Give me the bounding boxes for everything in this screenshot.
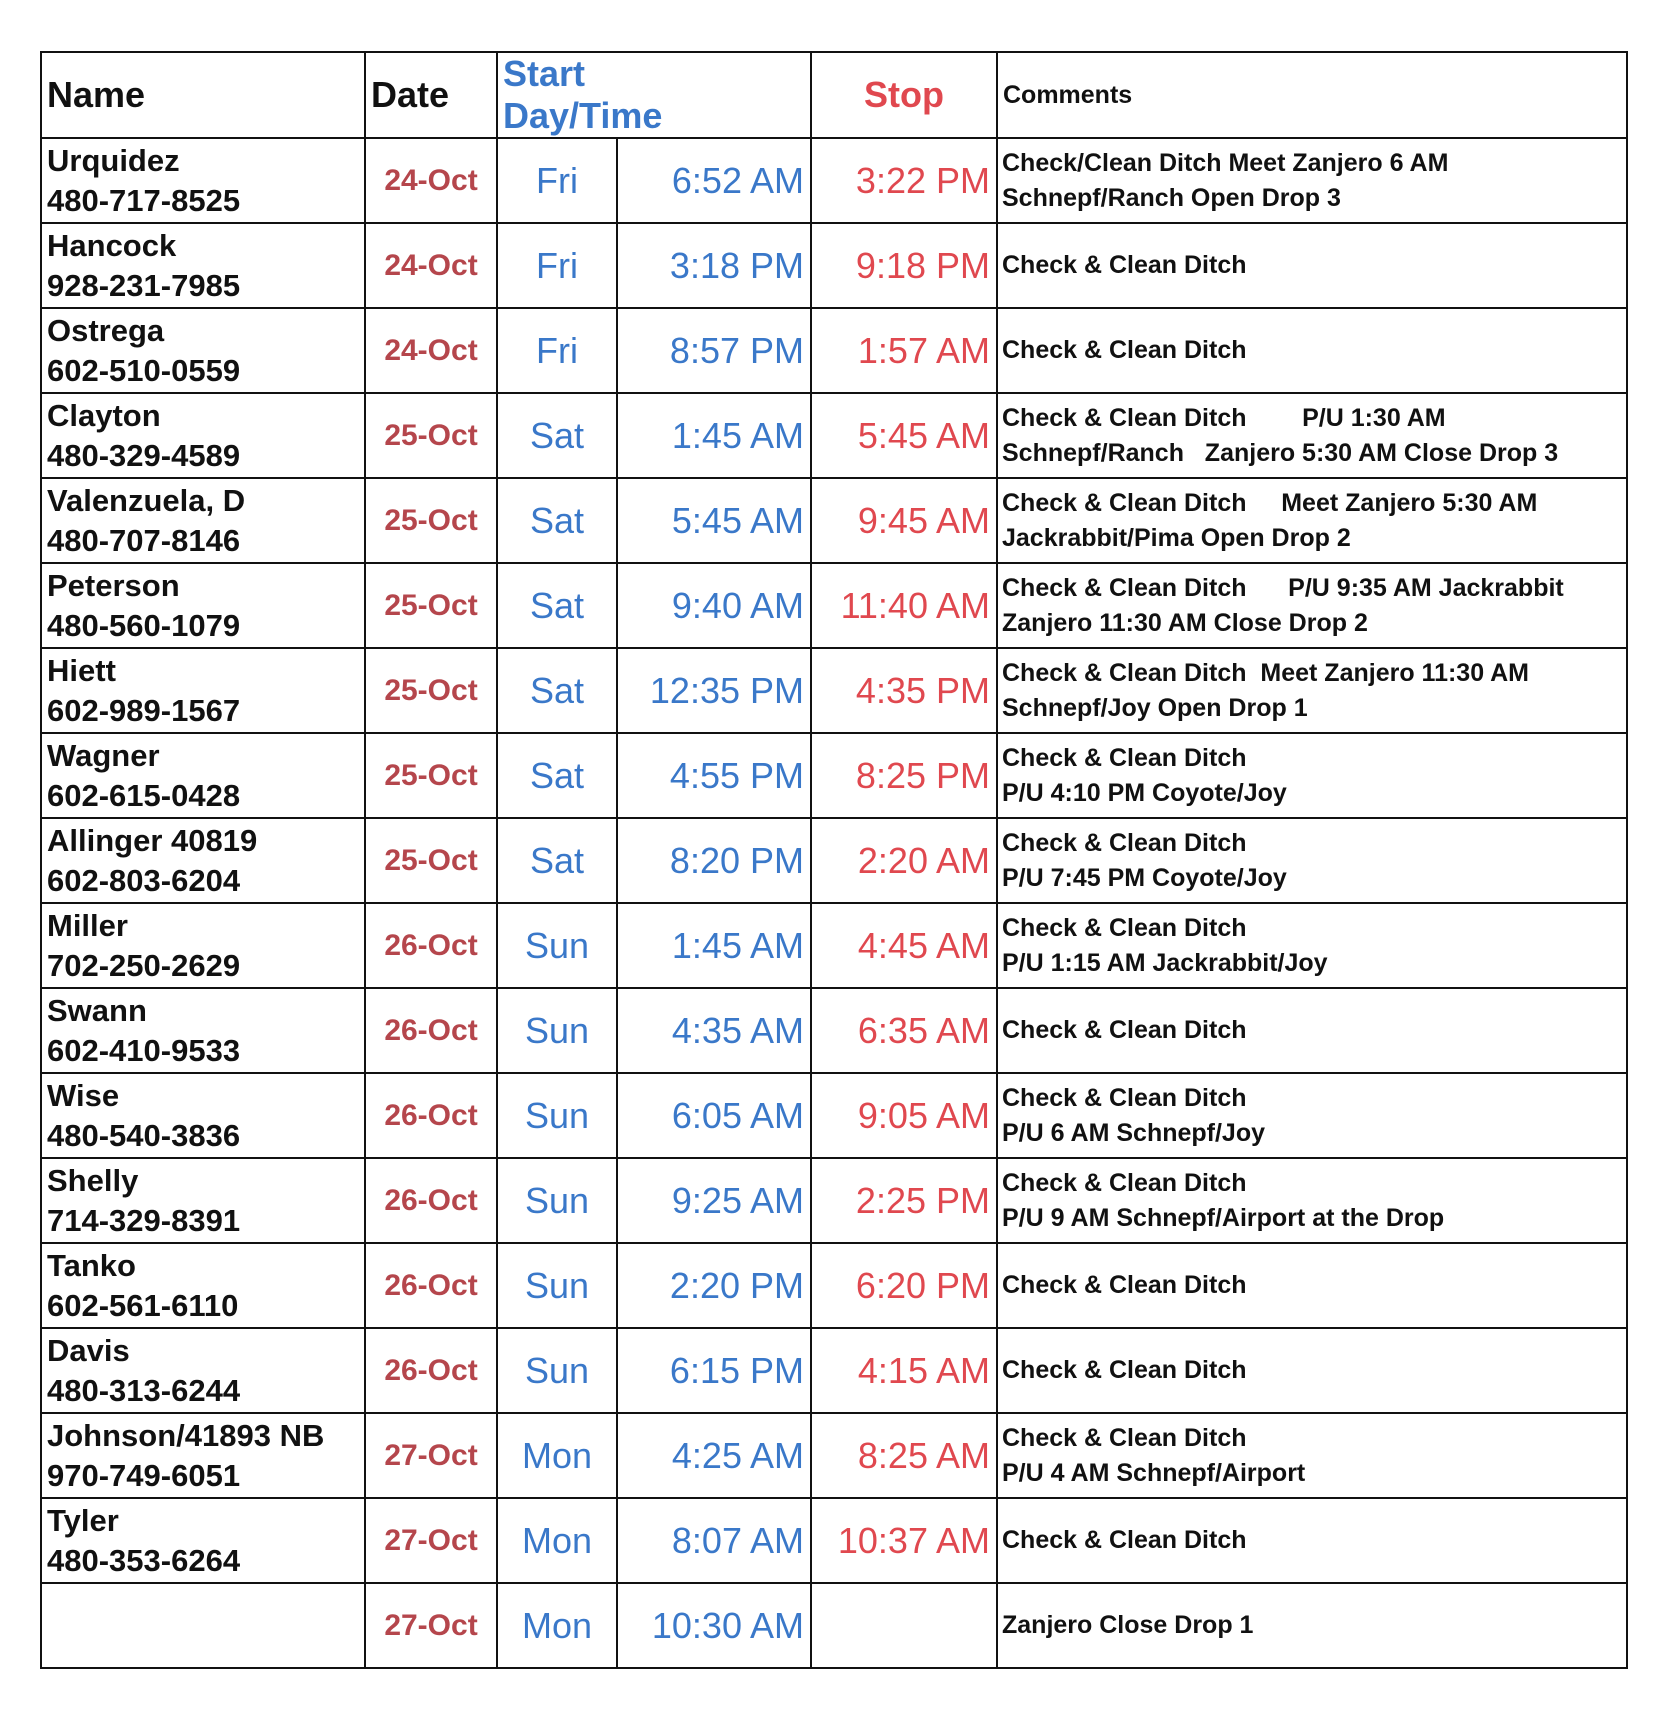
start-day-cell: Sat: [497, 393, 617, 478]
name-cell: [41, 903, 365, 988]
name-cell: [41, 308, 365, 393]
comment-line-2: Schnepf/Ranch Open Drop 3: [1002, 183, 1341, 212]
person-name: Tanko: [47, 1247, 136, 1283]
start-day-cell: Fri: [497, 308, 617, 393]
person-name: Hiett: [47, 652, 116, 688]
comment-line-1: Check & Clean Ditch: [1002, 1016, 1247, 1044]
start-time-cell: 4:55 PM: [617, 733, 811, 818]
stop-time-cell: 9:18 PM: [811, 223, 997, 308]
start-time-cell: 4:25 AM: [617, 1413, 811, 1498]
comments-cell: [997, 393, 1627, 478]
phone-number: 602-989-1567: [47, 692, 241, 728]
phone-number: 602-410-9533: [47, 1032, 241, 1068]
name-cell: [41, 1243, 365, 1328]
comment-line-1: Check/Clean Ditch Meet Zanjero 6 AM: [1002, 148, 1449, 177]
irrigation-schedule-table: [40, 51, 1628, 1669]
date-cell: 25-Oct: [365, 563, 497, 648]
comment-line-1: Check & Clean Ditch: [1002, 1168, 1247, 1197]
stop-time-cell: 1:57 AM: [811, 308, 997, 393]
comment-line-1: Check & Clean Ditch P/U 9:35 AM Jackrabbit: [1002, 573, 1564, 602]
name-cell: [41, 818, 365, 903]
comments-cell: [997, 1328, 1627, 1413]
date-cell: 25-Oct: [365, 733, 497, 818]
person-name: Wagner: [47, 737, 160, 773]
comment-line-1: Zanjero Close Drop 1: [1002, 1611, 1254, 1639]
start-day-cell: Sun: [497, 988, 617, 1073]
name-cell: [41, 733, 365, 818]
stop-time-cell: 6:20 PM: [811, 1243, 997, 1328]
header-name: Name: [41, 52, 365, 138]
phone-number: 602-510-0559: [47, 352, 241, 388]
person-name: Urquidez: [47, 142, 180, 178]
comments-cell: [997, 1583, 1627, 1668]
person-name: Ostrega: [47, 312, 165, 348]
comments-cell: [997, 478, 1627, 563]
table-row: [41, 648, 1627, 733]
comment-line-1: Check & Clean Ditch: [1002, 1083, 1247, 1112]
date-cell: 24-Oct: [365, 138, 497, 223]
comments-cell: [997, 1243, 1627, 1328]
comment-line-1: Check & Clean Ditch: [1002, 743, 1247, 772]
person-name: Miller: [47, 907, 128, 943]
name-cell: [41, 393, 365, 478]
comment-line-1: Check & Clean Ditch: [1002, 1271, 1247, 1299]
start-time-cell: 6:05 AM: [617, 1073, 811, 1158]
table-row: [41, 308, 1627, 393]
table-row: [41, 818, 1627, 903]
table-row: [41, 988, 1627, 1073]
date-cell: 26-Oct: [365, 1158, 497, 1243]
name-cell: [41, 223, 365, 308]
start-time-cell: 4:35 AM: [617, 988, 811, 1073]
start-day-cell: Sun: [497, 1243, 617, 1328]
table-row: [41, 1328, 1627, 1413]
table-row: [41, 903, 1627, 988]
comment-line-2: P/U 7:45 PM Coyote/Joy: [1002, 863, 1287, 892]
start-day-cell: Mon: [497, 1583, 617, 1668]
comment-line-1: Check & Clean Ditch: [1002, 1356, 1247, 1384]
comments-cell: [997, 648, 1627, 733]
stop-time-cell: 2:25 PM: [811, 1158, 997, 1243]
header-date: Date: [365, 52, 497, 138]
start-time-cell: 12:35 PM: [617, 648, 811, 733]
start-day-cell: Sat: [497, 478, 617, 563]
stop-time-cell: 3:22 PM: [811, 138, 997, 223]
phone-number: 602-615-0428: [47, 777, 241, 813]
person-name: Hancock: [47, 227, 177, 263]
start-day-cell: Sat: [497, 818, 617, 903]
comments-cell: [997, 138, 1627, 223]
phone-number: 480-560-1079: [47, 607, 241, 643]
start-day-cell: Sat: [497, 563, 617, 648]
comments-cell: [997, 988, 1627, 1073]
start-time-cell: 1:45 AM: [617, 903, 811, 988]
comment-line-1: Check & Clean Ditch: [1002, 828, 1247, 857]
comments-cell: [997, 308, 1627, 393]
phone-number: 602-561-6110: [47, 1287, 239, 1323]
date-cell: 26-Oct: [365, 1073, 497, 1158]
phone-number: 602-803-6204: [47, 862, 241, 898]
phone-number: 928-231-7985: [47, 267, 241, 303]
comments-cell: [997, 903, 1627, 988]
start-day-cell: Mon: [497, 1413, 617, 1498]
comment-line-2: P/U 4 AM Schnepf/Airport: [1002, 1458, 1306, 1487]
comments-cell: [997, 1158, 1627, 1243]
phone-number: 480-313-6244: [47, 1372, 241, 1408]
stop-time-cell: 4:15 AM: [811, 1328, 997, 1413]
date-cell: 26-Oct: [365, 1328, 497, 1413]
comment-line-2: P/U 6 AM Schnepf/Joy: [1002, 1118, 1266, 1147]
date-cell: 25-Oct: [365, 478, 497, 563]
start-time-cell: 8:57 PM: [617, 308, 811, 393]
date-cell: 24-Oct: [365, 308, 497, 393]
comment-line-2: P/U 9 AM Schnepf/Airport at the Drop: [1002, 1203, 1445, 1232]
stop-time-cell: 5:45 AM: [811, 393, 997, 478]
start-time-cell: 10:30 AM: [617, 1583, 811, 1668]
start-time-cell: 3:18 PM: [617, 223, 811, 308]
date-cell: 25-Oct: [365, 648, 497, 733]
name-cell: [41, 1158, 365, 1243]
person-name: Peterson: [47, 567, 180, 603]
phone-number: 480-707-8146: [47, 522, 241, 558]
comment-line-2: P/U 1:15 AM Jackrabbit/Joy: [1002, 948, 1328, 977]
table-row: [41, 393, 1627, 478]
stop-time-cell: 10:37 AM: [811, 1498, 997, 1583]
stop-time-cell: 4:35 PM: [811, 648, 997, 733]
stop-time-cell: 11:40 AM: [811, 563, 997, 648]
name-cell: [41, 1413, 365, 1498]
table-row: [41, 1413, 1627, 1498]
name-cell: [41, 1583, 365, 1668]
table-row: [41, 138, 1627, 223]
name-cell: [41, 648, 365, 733]
stop-time-cell: 6:35 AM: [811, 988, 997, 1073]
name-cell: [41, 1073, 365, 1158]
person-name: Tyler: [47, 1502, 119, 1538]
phone-number: 480-353-6264: [47, 1542, 241, 1578]
phone-number: 714-329-8391: [47, 1202, 241, 1238]
date-cell: 25-Oct: [365, 393, 497, 478]
stop-time-cell: 4:45 AM: [811, 903, 997, 988]
date-cell: 25-Oct: [365, 818, 497, 903]
start-day-cell: Sun: [497, 1073, 617, 1158]
start-time-cell: 8:07 AM: [617, 1498, 811, 1583]
comments-cell: [997, 733, 1627, 818]
start-time-cell: 6:52 AM: [617, 138, 811, 223]
start-day-cell: Sat: [497, 648, 617, 733]
name-cell: [41, 1328, 365, 1413]
table-body: [41, 138, 1627, 1668]
comment-line-2: Zanjero 11:30 AM Close Drop 2: [1002, 608, 1368, 637]
name-cell: [41, 988, 365, 1073]
date-cell: 27-Oct: [365, 1413, 497, 1498]
table-row: [41, 733, 1627, 818]
person-name: Wise: [47, 1077, 120, 1113]
date-cell: 26-Oct: [365, 988, 497, 1073]
stop-time-cell: 9:45 AM: [811, 478, 997, 563]
phone-number: 480-540-3836: [47, 1117, 241, 1153]
stop-time-cell: 2:20 AM: [811, 818, 997, 903]
schedule-sheet: [40, 51, 1626, 1669]
comment-line-1: Check & Clean Ditch: [1002, 336, 1247, 364]
table-row: [41, 478, 1627, 563]
comments-cell: [997, 1073, 1627, 1158]
comments-cell: [997, 1413, 1627, 1498]
comment-line-2: Schnepf/Ranch Zanjero 5:30 AM Close Drop 3: [1002, 438, 1559, 467]
comment-line-1: Check & Clean Ditch: [1002, 913, 1247, 942]
comment-line-2: Jackrabbit/Pima Open Drop 2: [1002, 523, 1351, 552]
name-cell: [41, 563, 365, 648]
stop-time-cell: [811, 1583, 997, 1668]
comment-line-1: Check & Clean Ditch: [1002, 1423, 1247, 1452]
comments-cell: [997, 818, 1627, 903]
header-row: [41, 52, 1627, 138]
header-start-day-time: Start Day/Time: [497, 52, 617, 138]
start-day-cell: Mon: [497, 1498, 617, 1583]
table-row: [41, 1498, 1627, 1583]
comment-line-1: Check & Clean Ditch P/U 1:30 AM: [1002, 403, 1446, 432]
date-cell: 24-Oct: [365, 223, 497, 308]
header-stop: Stop: [811, 52, 997, 138]
person-name: Swann: [47, 992, 147, 1028]
table-row: [41, 1073, 1627, 1158]
start-time-cell: 9:25 AM: [617, 1158, 811, 1243]
name-cell: [41, 138, 365, 223]
phone-number: 480-329-4589: [47, 437, 241, 473]
table-row: [41, 1583, 1627, 1668]
comment-line-1: Check & Clean Ditch: [1002, 251, 1247, 279]
person-name: Clayton: [47, 397, 161, 433]
phone-number: 480-717-8525: [47, 182, 241, 218]
start-day-cell: Sat: [497, 733, 617, 818]
date-cell: 26-Oct: [365, 1243, 497, 1328]
phone-number: 702-250-2629: [47, 947, 241, 983]
person-name: Valenzuela, D: [47, 482, 246, 518]
start-time-cell: 8:20 PM: [617, 818, 811, 903]
person-name: Johnson/41893 NB: [47, 1417, 325, 1453]
start-time-cell: 2:20 PM: [617, 1243, 811, 1328]
comment-line-2: Schnepf/Joy Open Drop 1: [1002, 693, 1308, 722]
stop-time-cell: 8:25 AM: [811, 1413, 997, 1498]
header-comments: Comments: [997, 52, 1627, 138]
phone-number: 970-749-6051: [47, 1457, 241, 1493]
comments-cell: [997, 563, 1627, 648]
comment-line-1: Check & Clean Ditch: [1002, 1526, 1247, 1554]
start-day-cell: Sun: [497, 903, 617, 988]
comments-cell: [997, 223, 1627, 308]
name-cell: [41, 1498, 365, 1583]
date-cell: 27-Oct: [365, 1498, 497, 1583]
person-name: Allinger 40819: [47, 822, 258, 858]
comment-line-1: Check & Clean Ditch Meet Zanjero 11:30 AM: [1002, 658, 1530, 687]
start-time-cell: 6:15 PM: [617, 1328, 811, 1413]
start-time-cell: 5:45 AM: [617, 478, 811, 563]
name-cell: [41, 478, 365, 563]
date-cell: 27-Oct: [365, 1583, 497, 1668]
start-day-cell: Fri: [497, 138, 617, 223]
table-row: [41, 223, 1627, 308]
start-time-cell: 9:40 AM: [617, 563, 811, 648]
date-cell: 26-Oct: [365, 903, 497, 988]
table-row: [41, 1158, 1627, 1243]
start-time-cell: 1:45 AM: [617, 393, 811, 478]
stop-time-cell: 8:25 PM: [811, 733, 997, 818]
person-name: Davis: [47, 1332, 130, 1368]
person-name: Shelly: [47, 1162, 139, 1198]
comment-line-1: Check & Clean Ditch Meet Zanjero 5:30 AM: [1002, 488, 1538, 517]
table-row: [41, 1243, 1627, 1328]
table-row: [41, 563, 1627, 648]
comment-line-2: P/U 4:10 PM Coyote/Joy: [1002, 778, 1287, 807]
comments-cell: [997, 1498, 1627, 1583]
start-day-cell: Sun: [497, 1158, 617, 1243]
start-day-cell: Sun: [497, 1328, 617, 1413]
start-day-cell: Fri: [497, 223, 617, 308]
stop-time-cell: 9:05 AM: [811, 1073, 997, 1158]
